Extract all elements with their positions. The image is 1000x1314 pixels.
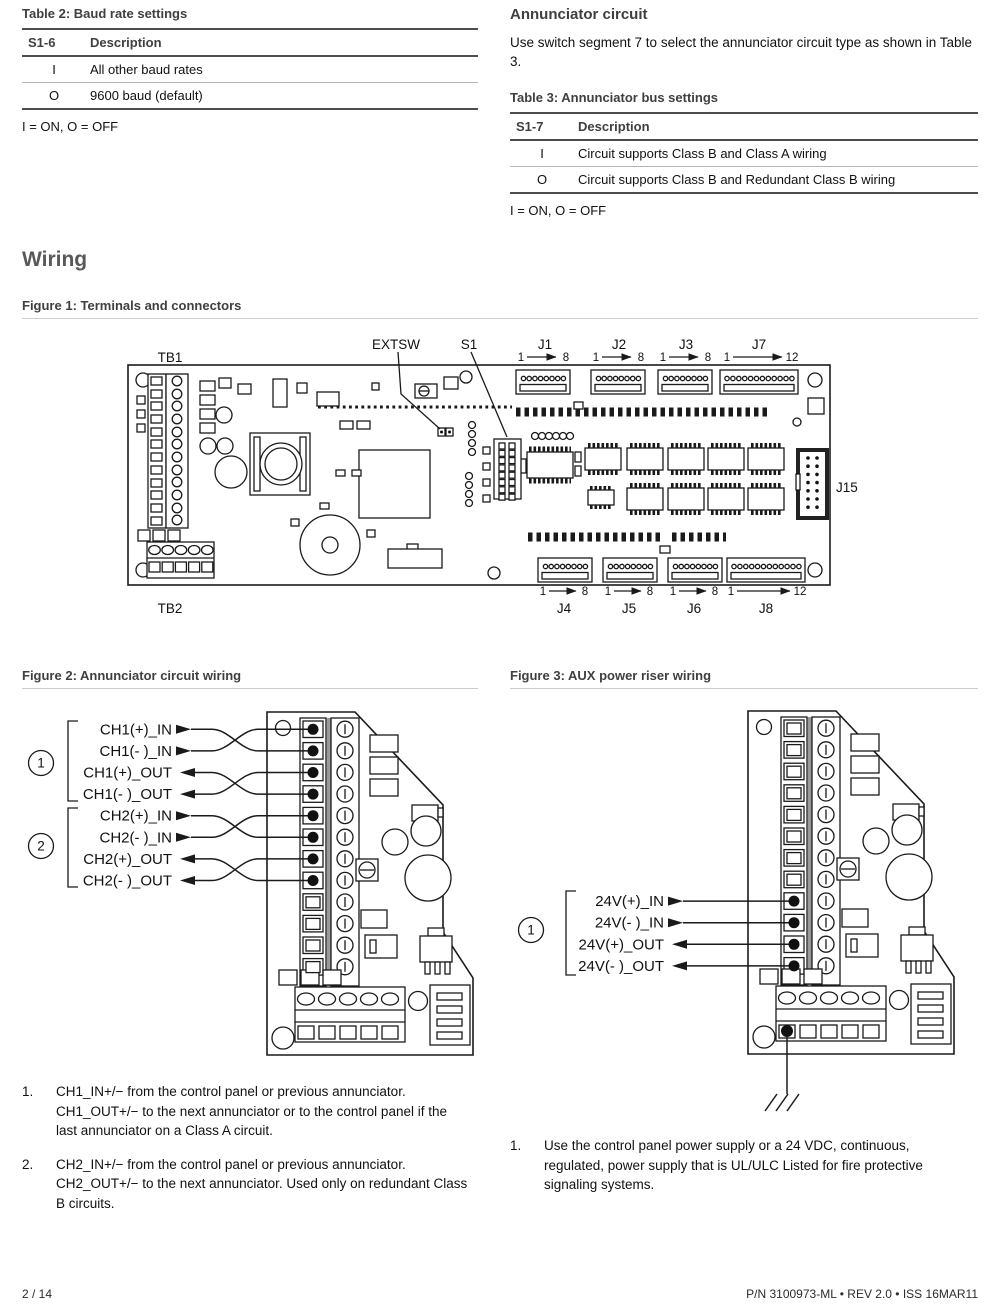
note-text: CH1_IN+/− from the control panel or previous annunciator. CH1_OUT+/− to the next annunciator or to the control panel if the last annunciator on a Class A circuit. (56, 1084, 447, 1138)
tb2-label: TB2 (157, 601, 183, 616)
annunciator-body: Use switch segment 7 to select the annunciator circuit type as shown in Table 3. (510, 35, 972, 69)
footer-doc-number: P/N 3100973-ML • REV 2.0 • ISS 16MAR11 (746, 1287, 978, 1301)
wire-label: 24V(- )_OUT (578, 957, 664, 975)
figure3-diagram (498, 698, 978, 1138)
table3-col-desc: Description (572, 113, 978, 140)
connector-j5 (603, 558, 657, 582)
pin-direction-arrows-bottom (540, 586, 807, 598)
annunciator-board (748, 711, 954, 1054)
svg-text:1: 1 (527, 922, 535, 938)
figure3-caption-block (510, 668, 978, 689)
svg-text:1: 1 (592, 352, 600, 364)
figure2-caption: Figure 2: Annunciator circuit wiring (22, 668, 242, 683)
j2-label: J2 (611, 337, 627, 352)
group1-bracket (68, 721, 78, 801)
callout-2 (29, 834, 54, 859)
dip-switch-s1 (494, 439, 521, 500)
caption-rule (22, 318, 978, 319)
figure1-caption-block (22, 298, 978, 319)
table3-title: Table 3: Annunciator bus settings (510, 90, 719, 105)
table2-title: Table 2: Baud rate settings (22, 6, 188, 21)
table3-r0-sw: I (510, 140, 572, 167)
j6-label: J6 (686, 601, 702, 616)
connector-j4 (538, 558, 592, 582)
connector-j8 (727, 558, 805, 582)
figure1-caption: Figure 1: Terminals and connectors (22, 298, 242, 313)
table2 (22, 28, 478, 110)
wire-label: CH1(+)_IN (99, 721, 172, 739)
table2-r0-desc: All other baud rates (84, 56, 478, 83)
callout-1 (519, 918, 544, 943)
figure2-notes (22, 1082, 470, 1213)
wire-label: CH2(+)_IN (99, 807, 172, 825)
table3-r1-desc: Circuit supports Class B and Redundant Class B wiring (572, 167, 978, 194)
svg-text:8: 8 (646, 586, 654, 598)
table2-col-desc: Description (84, 29, 478, 56)
extsw-label: EXTSW (371, 337, 421, 352)
s1-label: S1 (460, 337, 478, 352)
table-row (22, 56, 478, 83)
connector-j1 (516, 370, 570, 394)
extsw-jumper (438, 428, 453, 436)
j7-label: J7 (751, 337, 767, 352)
note-number: 1. (510, 1138, 522, 1153)
caption-rule (510, 688, 978, 689)
svg-text:1: 1 (517, 352, 525, 364)
svg-text:12: 12 (793, 586, 807, 598)
wire-label: CH2(- )_OUT (82, 872, 172, 890)
table2-r0-sw: I (22, 56, 84, 83)
figure1-diagram (120, 330, 880, 622)
connector-j7 (720, 370, 798, 394)
table2-section (22, 6, 478, 134)
j5-label: J5 (621, 601, 637, 616)
j3-label: J3 (678, 337, 694, 352)
table3 (510, 112, 978, 194)
svg-text:1: 1 (539, 586, 547, 598)
wire-label: CH1(+)_OUT (83, 764, 172, 782)
table3-note: I = ON, O = OFF (510, 203, 607, 218)
tb2-terminal-block (147, 542, 214, 578)
annunciator-section (510, 6, 978, 218)
connector-j6 (668, 558, 722, 582)
svg-text:8: 8 (562, 352, 570, 364)
j15-label: J15 (836, 480, 858, 495)
pin-direction-arrows-top (518, 352, 799, 364)
table2-r1-desc: 9600 baud (default) (84, 83, 478, 110)
svg-text:12: 12 (785, 352, 799, 364)
table2-r1-sw: O (22, 83, 84, 110)
table3-col-switch: S1-7 (510, 113, 572, 140)
table3-r0-desc: Circuit supports Class B and Class A wiring (572, 140, 978, 167)
figure3-notes (510, 1136, 970, 1195)
svg-text:1: 1 (669, 586, 677, 598)
svg-text:8: 8 (637, 352, 645, 364)
figure2-diagram (20, 700, 490, 1100)
connector-j15 (796, 450, 827, 518)
svg-text:2: 2 (37, 838, 45, 854)
svg-text:1: 1 (723, 352, 731, 364)
footer-page-number: 2 / 14 (22, 1287, 53, 1301)
svg-text:1: 1 (604, 586, 612, 598)
svg-text:1: 1 (659, 352, 667, 364)
svg-text:1: 1 (727, 586, 735, 598)
figure3-caption: Figure 3: AUX power riser wiring (510, 668, 712, 683)
wire-label: CH1(- )_IN (99, 742, 172, 760)
table-row (22, 83, 478, 110)
wire-label: 24V(- )_IN (594, 914, 664, 932)
tb1-label: TB1 (157, 350, 183, 365)
note-text: Use the control panel power supply or a 24 VDC, continuous, regulated, power supply that is UL/ULC Listed for fire protective signaling systems. (544, 1138, 923, 1192)
wire-label: 24V(+)_IN (595, 893, 664, 911)
table-row (510, 140, 978, 167)
note-item (22, 1082, 470, 1141)
wire-label: 24V(+)_OUT (578, 936, 664, 954)
table2-col-switch: S1-6 (22, 29, 84, 56)
connector-j2 (591, 370, 645, 394)
group2-bracket (68, 808, 78, 887)
table3-r1-sw: O (510, 167, 572, 194)
group1-bracket (566, 891, 576, 975)
table-row (510, 167, 978, 194)
svg-text:8: 8 (711, 586, 719, 598)
note-item (510, 1136, 970, 1195)
svg-text:8: 8 (581, 586, 589, 598)
svg-text:1: 1 (37, 755, 45, 771)
annunciator-heading: Annunciator circuit (510, 6, 648, 23)
table2-note: I = ON, O = OFF (22, 119, 119, 134)
j1-label: J1 (537, 337, 553, 352)
callout-1 (29, 751, 54, 776)
note-number: 2. (22, 1156, 34, 1172)
caption-rule (22, 688, 478, 689)
j4-label: J4 (556, 601, 572, 616)
wire-label: CH1(- )_OUT (82, 786, 172, 804)
svg-text:8: 8 (704, 352, 712, 364)
wire-label: CH2(+)_OUT (83, 850, 172, 868)
wire-label: CH2(- )_IN (99, 829, 172, 847)
note-text: CH2_IN+/− from the control panel or previous annunciator. CH2_OUT+/− to the next annunciator. Used only on redundant Class B circuits. (56, 1156, 468, 1211)
connector-j3 (658, 370, 712, 394)
annunciator-board (267, 712, 473, 1055)
figure2-caption-block (22, 668, 478, 689)
note-number: 1. (22, 1084, 34, 1099)
note-item (22, 1155, 470, 1214)
j8-label: J8 (758, 601, 774, 616)
wiring-heading: Wiring (22, 248, 88, 271)
